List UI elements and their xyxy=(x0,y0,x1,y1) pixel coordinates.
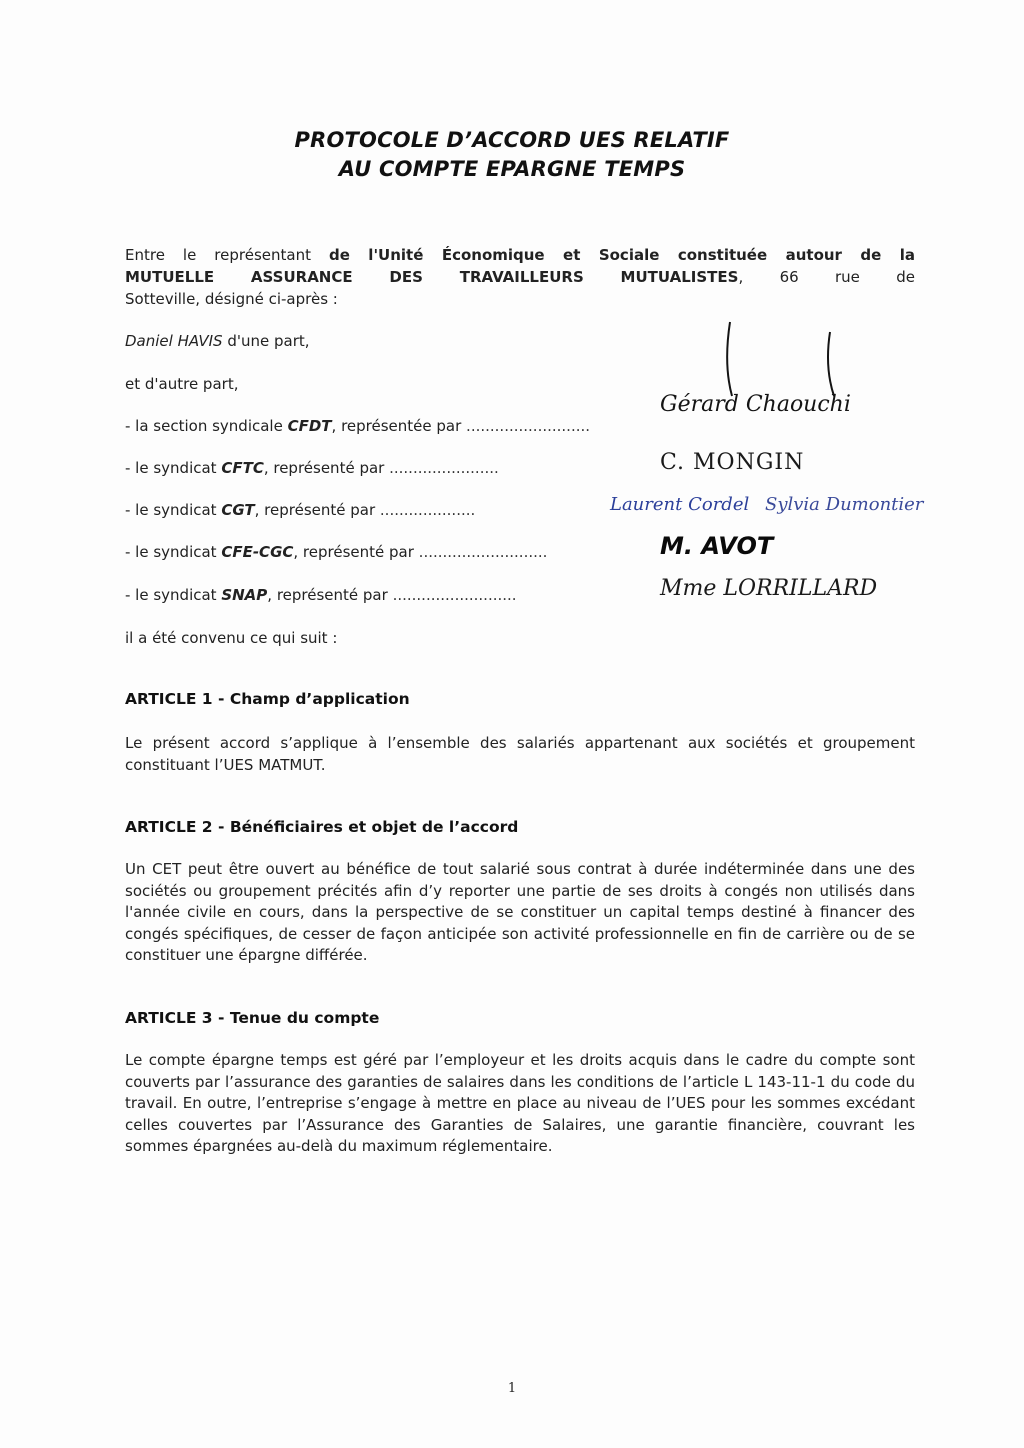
intro-suffix: , 66 rue de xyxy=(738,268,915,286)
signature-cfe-cgc: M. AVOT xyxy=(660,532,774,560)
rep-suffix: , représenté par xyxy=(254,501,380,519)
union-name: CFTC xyxy=(221,459,264,477)
article-2-heading: ARTICLE 2 - Bénéficiaires et objet de l’accord xyxy=(125,818,519,836)
agreed-statement: il a été convenu ce qui suit : xyxy=(125,629,338,647)
representative-cfdt xyxy=(125,416,590,436)
signature-cfdt: Gérard Chaouchi xyxy=(660,392,851,417)
intro-prefix: Entre le représentant xyxy=(125,246,329,264)
rep-prefix: - le syndicat xyxy=(125,459,222,477)
article-1-body: Le présent accord s’applique à l’ensemble des salariés appartenant aux sociétés et groupement constituant l’UES MATMUT. xyxy=(125,734,915,774)
page-number: 1 xyxy=(507,1381,517,1396)
union-name: CGT xyxy=(221,501,255,519)
rep-suffix: , représentée par xyxy=(331,417,467,435)
union-name: SNAP xyxy=(221,586,268,604)
document-title-line-2: AU COMPTE EPARGNE TEMPS xyxy=(338,157,686,181)
rep-prefix: - le syndicat xyxy=(125,586,222,604)
union-name: CFDT xyxy=(287,417,332,435)
signature-line: .......................... xyxy=(392,586,517,604)
article-3-body: Le compte épargne temps est géré par l’employeur et les droits acquis dans le cadre du compte sont couverts par l’assurance des garanties de salaires dans les conditions de l’article L 143-11-1 du code du travail. En outre, l’entreprise s’engage à mettre en place au niveau de l’UES pour les sommes excédant celles couvertes par l’Assurance des Garanties de Salaires, une garantie financière, couvrant les sommes épargnées au-delà du maximum réglementaire. xyxy=(125,1051,915,1155)
signature-line: .................... xyxy=(379,501,476,519)
rep-suffix: , représenté par xyxy=(293,543,419,561)
article-3-heading: ARTICLE 3 - Tenue du compte xyxy=(125,1009,380,1027)
rep-suffix: , représenté par xyxy=(267,586,393,604)
signature-snap: Mme LORRILLARD xyxy=(660,576,878,601)
representative-cftc xyxy=(125,458,499,478)
rep-prefix: - le syndicat xyxy=(125,543,222,561)
signature-cgt-1: Laurent Cordel xyxy=(610,494,750,515)
party-one-name: Daniel HAVIS xyxy=(125,332,223,350)
signature-line: .......................... xyxy=(466,417,591,435)
intro-bold-1: de l'Unité Économique et Sociale constituée autour de la xyxy=(328,246,915,264)
union-name: CFE-CGC xyxy=(221,543,294,561)
signature-cgt-2: Sylvia Dumontier xyxy=(765,494,924,515)
party-one-suffix: d'une part, xyxy=(222,332,310,350)
representative-cgt xyxy=(125,500,475,520)
article-2-body: Un CET peut être ouvert au bénéfice de tout salarié sous contrat à durée indéterminée dans une des sociétés ou groupement précités afin d’y reporter une partie de ses droits à congés non utilisés dans l'année civile en cours, dans la perspective de se constituer un capital temps destiné à financer des congés spécifiques, de cesser de façon anticipée son activité professionnelle en fin de carrière ou de se constituer une épargne différée. xyxy=(125,860,915,964)
representative-cfe-cgc xyxy=(125,542,547,562)
representative-snap xyxy=(125,585,517,605)
intro-paragraph xyxy=(125,245,915,267)
party-one xyxy=(125,331,310,351)
intro-bold-2: MUTUELLE ASSURANCE DES TRAVAILLEURS MUTUALISTES xyxy=(125,268,739,286)
document-title-line-1: PROTOCOLE D’ACCORD UES RELATIF xyxy=(294,128,730,152)
intro-line-3: Sotteville, désigné ci-après : xyxy=(125,290,338,308)
signature-line: ........................... xyxy=(418,543,548,561)
other-part: et d'autre part, xyxy=(125,375,239,393)
rep-prefix: - la section syndicale xyxy=(125,417,288,435)
signature-cftc: C. MONGIN xyxy=(660,450,805,475)
signature-cfdt-strokes xyxy=(700,318,860,398)
signature-line: ....................... xyxy=(389,459,499,477)
rep-prefix: - le syndicat xyxy=(125,501,222,519)
intro-line-2 xyxy=(125,267,915,289)
rep-suffix: , représenté par xyxy=(263,459,390,477)
article-1-heading: ARTICLE 1 - Champ d’application xyxy=(125,690,410,708)
